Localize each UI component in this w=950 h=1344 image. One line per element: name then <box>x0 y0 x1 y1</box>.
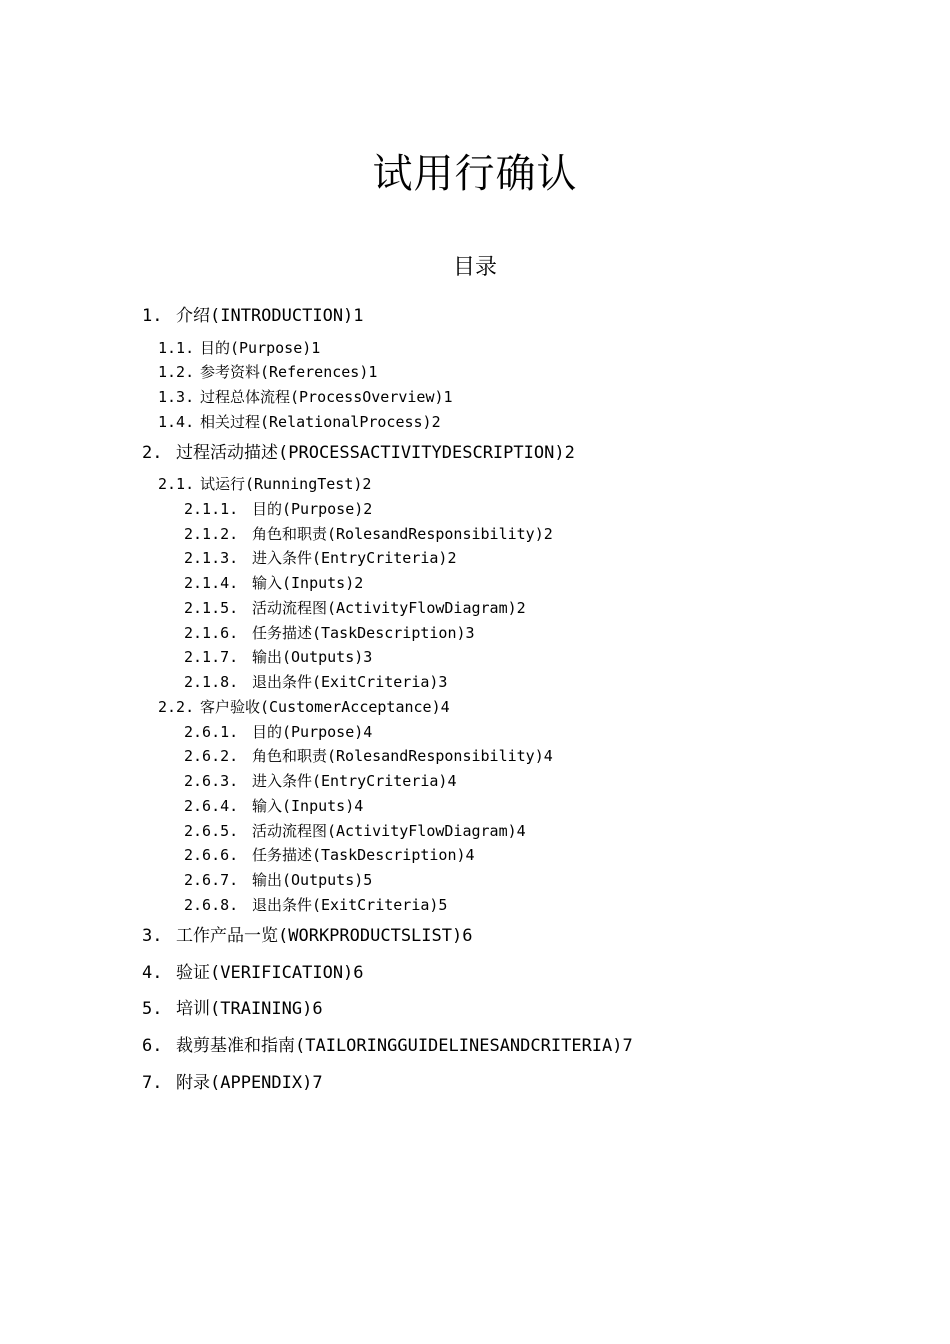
toc-entry-number: 4. <box>142 963 163 983</box>
toc-entry-number: 2.1.6. <box>184 624 239 642</box>
toc-entry-text: 试运行(RunningTest)2 <box>200 475 372 493</box>
toc-entry-text: 验证(VERIFICATION)6 <box>176 963 364 983</box>
toc-entry-text: 目的(Purpose)1 <box>200 339 321 357</box>
toc-entry-text: 相关过程(RelationalProcess)2 <box>200 413 441 431</box>
toc-entry-number: 2.6.8. <box>184 896 239 914</box>
toc-entry-text: 输出(Outputs)3 <box>252 648 373 666</box>
toc-entry-text: 目的(Purpose)2 <box>252 500 373 518</box>
toc-entry-text: 活动流程图(ActivityFlowDiagram)4 <box>252 822 526 840</box>
toc-entry-text: 工作产品一览(WORKPRODUCTSLIST)6 <box>176 926 473 946</box>
toc-entry-number: 2. <box>142 443 163 463</box>
toc-entry-text: 任务描述(TaskDescription)4 <box>252 846 475 864</box>
toc-entry-text: 进入条件(EntryCriteria)4 <box>252 772 457 790</box>
toc-entry-text: 过程总体流程(ProcessOverview)1 <box>200 388 453 406</box>
toc-entry-text: 附录(APPENDIX)7 <box>176 1073 323 1093</box>
toc-entry-number: 1.4. <box>158 413 195 431</box>
toc-entry-text: 裁剪基准和指南(TAILORINGGUIDELINESANDCRITERIA)7 <box>176 1036 633 1056</box>
toc-entry-number: 3. <box>142 926 163 946</box>
toc-entry-number: 2.1.8. <box>184 673 239 691</box>
toc-entry-number: 1.2. <box>158 363 195 381</box>
toc-entry-text: 退出条件(ExitCriteria)3 <box>252 673 448 691</box>
toc-entry-number: 6. <box>142 1036 163 1056</box>
toc-entry-text: 目的(Purpose)4 <box>252 723 373 741</box>
toc-entry-number: 2.6.5. <box>184 822 239 840</box>
toc-entry-number: 5. <box>142 999 163 1019</box>
toc-entry-number: 1.3. <box>158 388 195 406</box>
toc-entry-number: 2.6.6. <box>184 846 239 864</box>
toc-entry-text: 角色和职责(RolesandResponsibility)2 <box>252 525 553 543</box>
toc-entry-text: 进入条件(EntryCriteria)2 <box>252 549 457 567</box>
toc-entry-number: 2.1.5. <box>184 599 239 617</box>
toc-entry-text: 参考资料(References)1 <box>200 363 378 381</box>
toc-entry-number: 2.6.3. <box>184 772 239 790</box>
toc-entry-number: 2.6.1. <box>184 723 239 741</box>
toc-entry-text: 客户验收(CustomerAcceptance)4 <box>200 698 450 716</box>
toc-entry-text: 介绍(INTRODUCTION)1 <box>176 306 364 326</box>
toc-entry-number: 2.1.1. <box>184 500 239 518</box>
toc-entry-text: 过程活动描述(PROCESSACTIVITYDESCRIPTION)2 <box>176 443 575 463</box>
toc-heading: 目录 <box>452 255 497 280</box>
toc-entry-text: 培训(TRAINING)6 <box>176 999 323 1019</box>
toc-entry-text: 输入(Inputs)4 <box>252 797 364 815</box>
toc-entry-number: 2.6.7. <box>184 871 239 889</box>
toc-entry-text: 活动流程图(ActivityFlowDiagram)2 <box>252 599 526 617</box>
toc-entry-number: 2.2. <box>158 698 195 716</box>
toc-entry-number: 2.1.7. <box>184 648 239 666</box>
toc-entry-number: 1.1. <box>158 339 195 357</box>
document-title: 试用行确认 <box>372 151 578 197</box>
toc-entry-text: 退出条件(ExitCriteria)5 <box>252 896 448 914</box>
toc-entry-number: 7. <box>142 1073 163 1093</box>
toc-entry-number: 2.1.3. <box>184 549 239 567</box>
toc-entry-text: 输出(Outputs)5 <box>252 871 373 889</box>
toc-entry-number: 1. <box>142 306 163 326</box>
toc-entry-number: 2.1.2. <box>184 525 239 543</box>
toc-entry-number: 2.6.4. <box>184 797 239 815</box>
toc-entry-number: 2.1.4. <box>184 574 239 592</box>
toc-entry-text: 角色和职责(RolesandResponsibility)4 <box>252 747 553 765</box>
toc-entry-number: 2.6.2. <box>184 747 239 765</box>
toc-entry-number: 2.1. <box>158 475 195 493</box>
toc-entry-text: 任务描述(TaskDescription)3 <box>252 624 475 642</box>
toc-entry-text: 输入(Inputs)2 <box>252 574 364 592</box>
